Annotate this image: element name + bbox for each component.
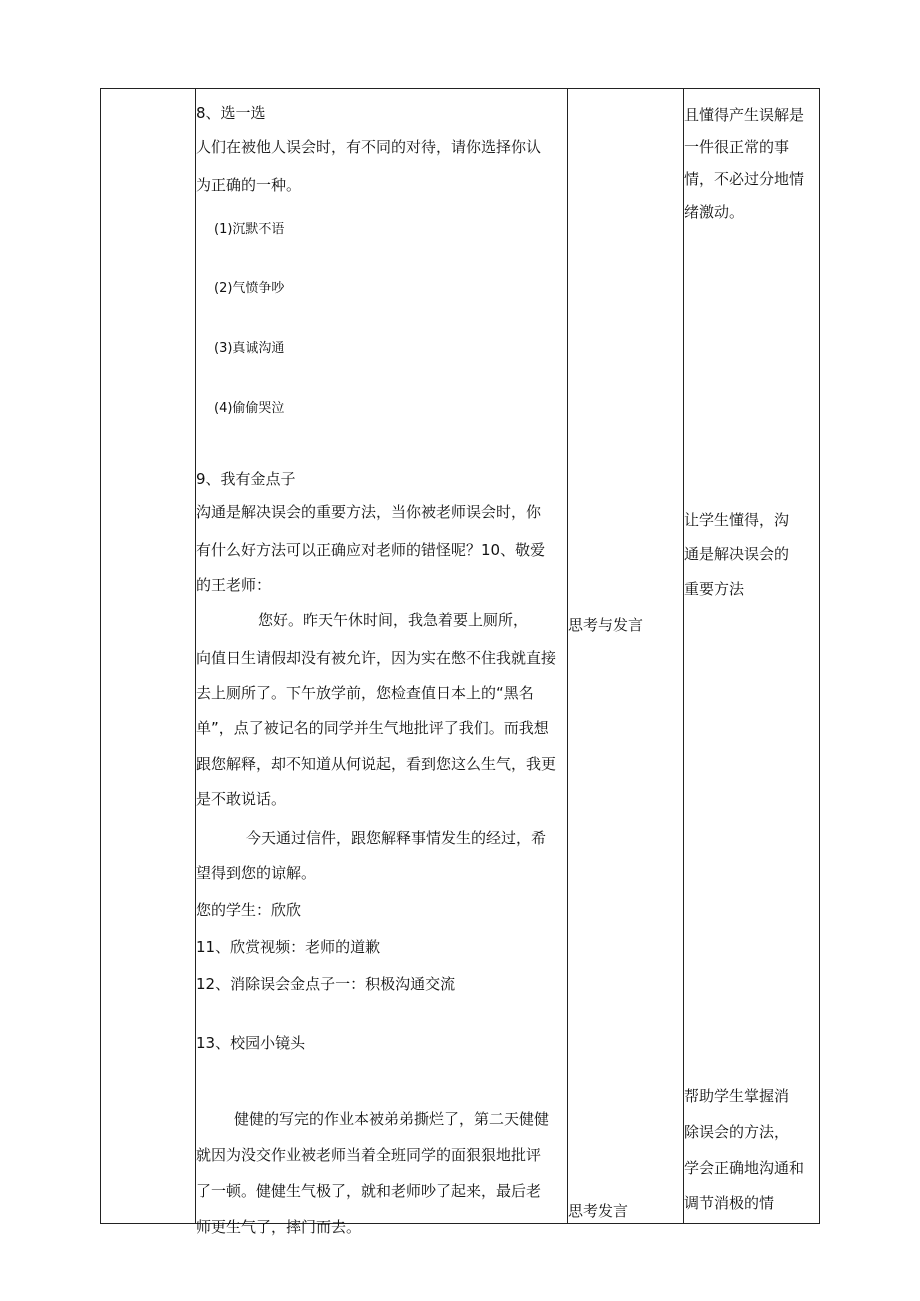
section-9-line: 的王老师： [196,576,272,594]
purpose-line: 让学生懂得，沟 [684,511,790,529]
section-9-title: 9、我有金点子 [196,470,296,488]
activity-label: 思考发言 [568,1202,629,1220]
section-11: 11、欣赏视频：老师的道歉 [196,938,381,956]
section-8-question-line: 为正确的一种。 [196,176,302,194]
option-2: (2)气愤争吵 [214,281,285,296]
section-12: 12、消除误会金点子一：积极沟通交流 [196,975,456,993]
letter-signature: 您的学生：欣欣 [196,901,302,919]
purpose-line: 帮助学生掌握消 [684,1087,790,1105]
blank-column-cell [101,89,195,1223]
purpose-line: 情，不必过分地情 [684,170,805,188]
section-9-line: 有什么好方法可以正确应对老师的错怪呢？10、敬爱 [196,541,546,559]
student-activity-cell [568,89,683,1223]
letter-line: 您好。昨天午休时间，我急着要上厕所， [258,611,529,629]
purpose-line: 绪激动。 [684,203,745,221]
purpose-line: 一件很正常的事 [684,138,790,156]
letter-line: 向值日生请假却没有被允许，因为实在憋不住我就直接 [196,649,557,667]
letter-line: 去上厕所了。下午放学前，您检查值日本上的“黑名 [196,684,534,702]
story-line: 了一顿。健健生气极了，就和老师吵了起来，最后老 [196,1182,542,1200]
letter-line: 跟您解释，却不知道从何说起，看到您这么生气，我更 [196,755,557,773]
letter-line: 今天通过信件，跟您解释事情发生的经过，希 [246,829,547,847]
purpose-line: 调节消极的情 [684,1194,775,1212]
purpose-line: 除误会的方法， [684,1123,790,1141]
option-3: (3)真诚沟通 [214,341,285,356]
section-13-title: 13、校园小镜头 [196,1034,306,1052]
activity-label: 思考与发言 [568,616,644,634]
letter-line: 望得到您的谅解。 [196,864,317,882]
story-line: 就因为没交作业被老师当着全班同学的面狠狠地批评 [196,1146,542,1164]
section-8-title: 8、选一选 [196,104,266,122]
letter-line: 单”，点了被记名的同学并生气地批评了我们。而我想 [196,719,549,737]
purpose-line: 重要方法 [684,580,745,598]
option-4: (4)偷偷哭泣 [214,401,285,416]
purpose-line: 且懂得产生误解是 [684,106,805,124]
story-line: 师更生气了，摔门而去。 [196,1218,362,1236]
purpose-line: 学会正确地沟通和 [684,1159,805,1177]
section-9-line: 沟通是解决误会的重要方法，当你被老师误会时，你 [196,503,542,521]
lesson-table [100,88,820,1236]
section-8-question-line: 人们在被他人误会时，有不同的对待，请你选择你认 [196,138,542,156]
option-1: (1)沉默不语 [214,222,285,237]
purpose-line: 通是解决误会的 [684,545,790,563]
story-line: 健健的写完的作业本被弟弟撕烂了，第二天健健 [234,1110,550,1128]
letter-line: 是不敢说话。 [196,790,287,808]
teaching-content-cell [196,89,567,1236]
design-purpose-cell [684,89,820,1223]
